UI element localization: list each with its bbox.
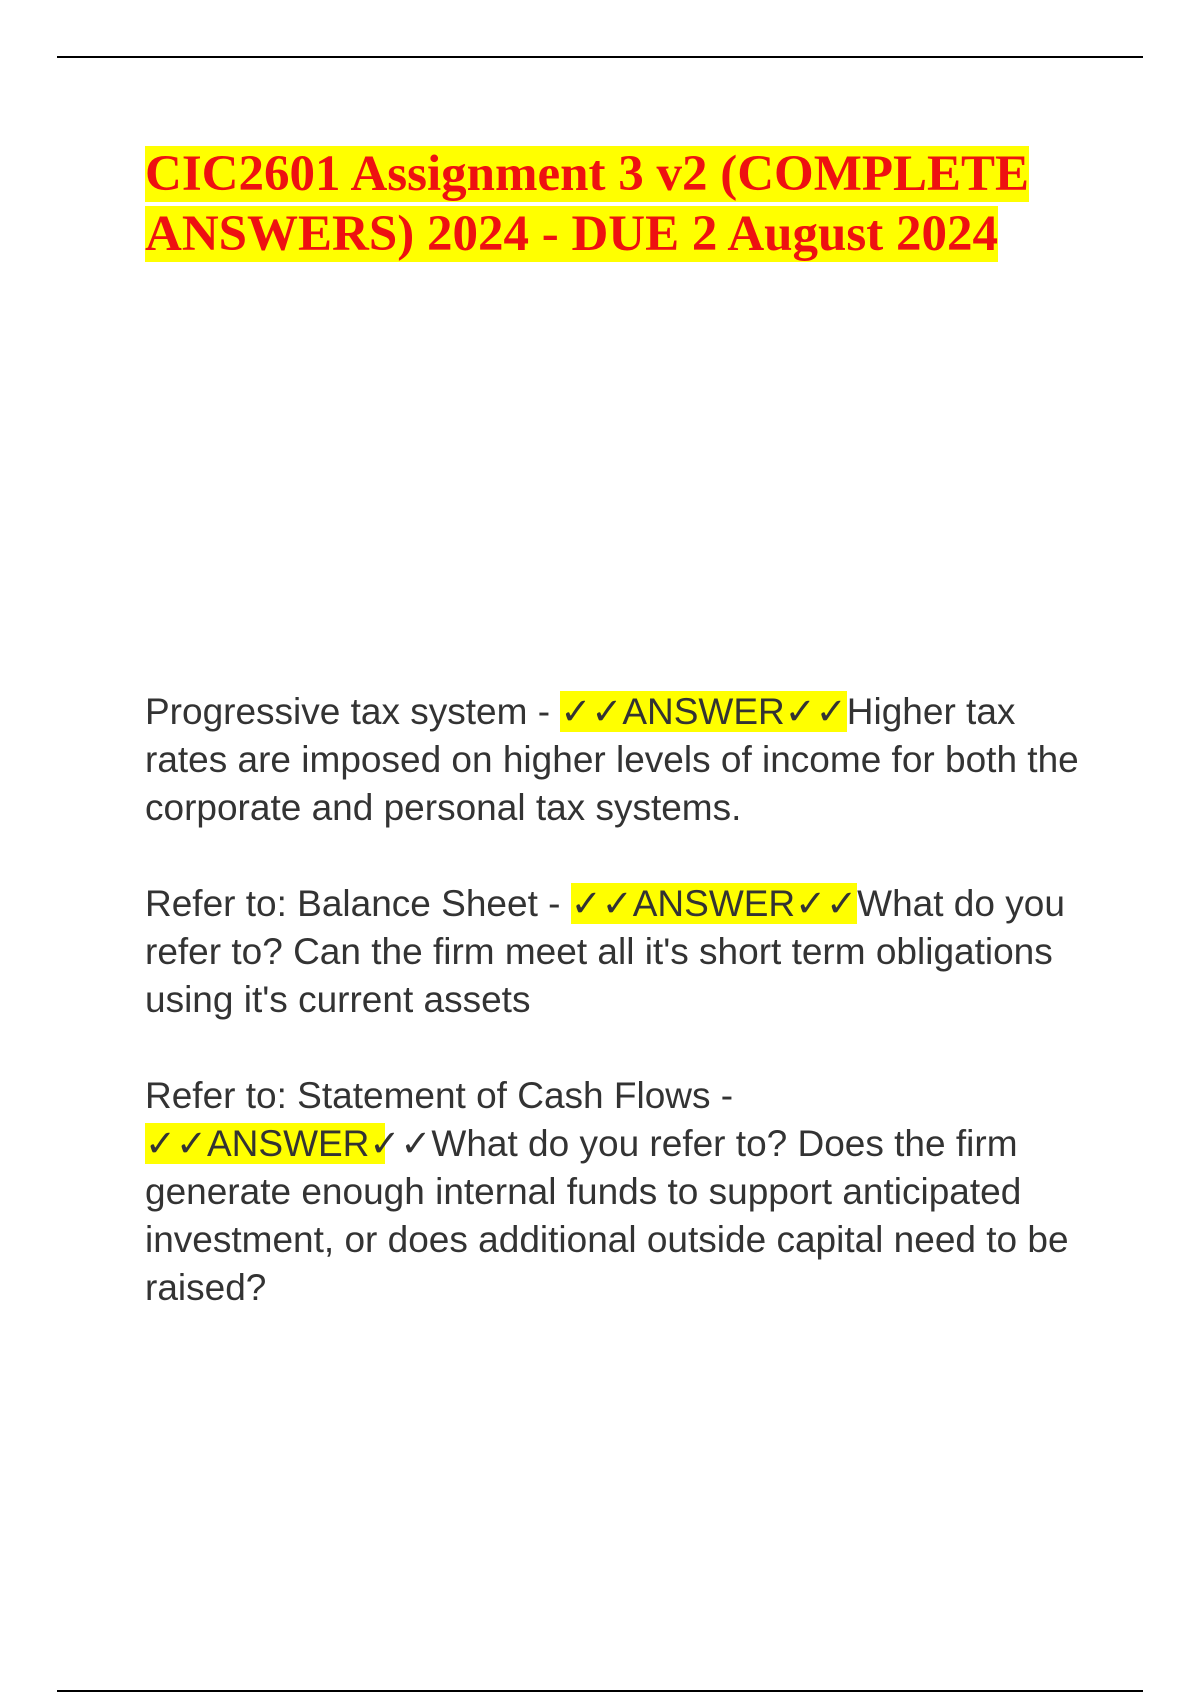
document-title	[145, 144, 1145, 264]
qa-item-cash-flows	[145, 1072, 1095, 1312]
question-text: Progressive tax system -	[145, 691, 561, 732]
answer-text: What do you refer to? Does the firm generate enough internal funds to support anticipated investment, or does additional outside capital need to be raised?	[145, 1123, 1069, 1308]
qa-item-progressive-tax	[145, 688, 1095, 832]
document-title-text: CIC2601 Assignment 3 v2 (COMPLETE ANSWERS) 2024 - DUE 2 August 2024	[145, 146, 1030, 262]
question-text: Refer to: Balance Sheet -	[145, 883, 571, 924]
question-text: Refer to: Statement of Cash Flows -	[145, 1075, 734, 1116]
qa-list	[145, 688, 1095, 1360]
qa-item-balance-sheet	[145, 880, 1095, 1024]
answer-tag: ✓✓ANSWER✓✓	[570, 883, 858, 924]
answer-tag: ✓✓ANSWER✓✓	[145, 1123, 432, 1164]
answer-tag: ✓✓ANSWER✓✓	[560, 691, 847, 732]
answer-text: What do you refer to? Can the firm meet all it's short term obligations using it's current assets	[145, 883, 1065, 1020]
bottom-divider	[57, 1690, 1143, 1692]
answer-text: Higher tax rates are imposed on higher levels of income for both the corporate and personal tax systems.	[145, 691, 1079, 828]
top-divider	[57, 56, 1143, 58]
